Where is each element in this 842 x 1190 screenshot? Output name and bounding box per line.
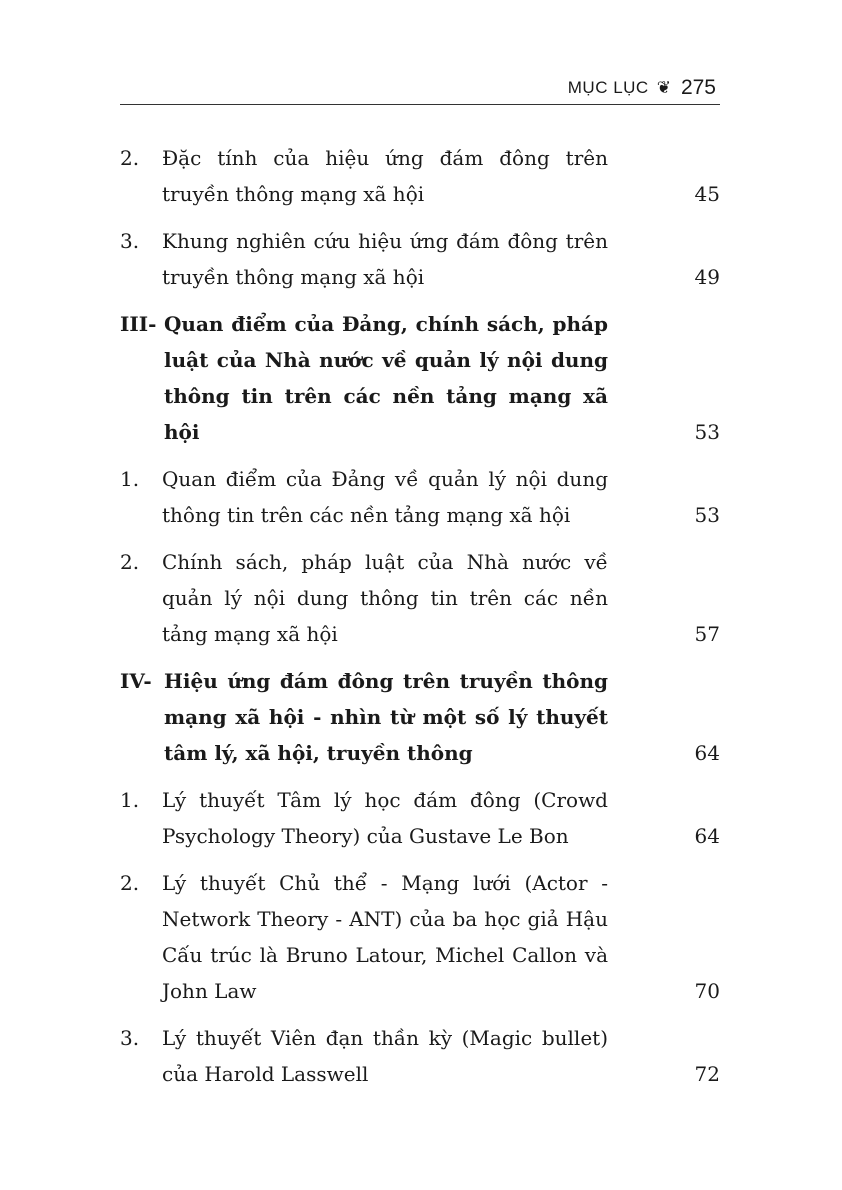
entry-title: Khung nghiên cứu hiệu ứng đám đông trên truyền thông mạng xã hội [162, 229, 608, 289]
entry-page: 53 [694, 503, 720, 527]
toc-section [120, 663, 720, 771]
entry-number: 1. [120, 467, 140, 491]
entry-number: 3. [120, 229, 140, 253]
toc-entry [120, 461, 720, 533]
entry-title: Lý thuyết Viên đạn thần kỳ (Magic bullet) của Harold Lasswell [162, 1026, 608, 1086]
toc-entry [120, 544, 720, 652]
section-title: Quan điểm của Đảng, chính sách, pháp luật của Nhà nước về quản lý nội dung thông tin trên các nền tảng mạng xã hội [164, 312, 608, 444]
section-title: Hiệu ứng đám đông trên truyền thông mạng xã hội - nhìn từ một số lý thuyết tâm lý, xã hội, truyền thông [164, 669, 608, 765]
page-number: 275 [680, 76, 716, 99]
entry-number: 1. [120, 788, 140, 812]
toc-entry [120, 1020, 720, 1092]
entry-title: Lý thuyết Tâm lý học đám đông (Crowd Psychology Theory) của Gustave Le Bon [162, 788, 608, 848]
entry-title: Quan điểm của Đảng về quản lý nội dung thông tin trên các nền tảng mạng xã hội [162, 467, 608, 527]
entry-page: 72 [694, 1062, 720, 1086]
entry-number: 2. [120, 550, 140, 574]
entry-number: 2. [120, 146, 140, 170]
toc-entry [120, 865, 720, 1009]
toc-entry [120, 782, 720, 854]
section-title: MỤC LỤC [567, 78, 649, 97]
toc-section [120, 306, 720, 450]
entry-page: 64 [694, 824, 720, 848]
entry-title: Đặc tính của hiệu ứng đám đông trên truyền thông mạng xã hội [162, 146, 608, 206]
table-of-contents [120, 140, 720, 1103]
toc-entry [120, 223, 720, 295]
entry-page: 49 [694, 265, 720, 289]
entry-page: 53 [694, 420, 720, 444]
running-header [120, 74, 720, 105]
section-number: IV- [120, 669, 152, 693]
entry-number: 2. [120, 871, 140, 895]
entry-page: 70 [694, 979, 720, 1003]
entry-number: 3. [120, 1026, 140, 1050]
entry-title: Lý thuyết Chủ thể - Mạng lưới (Actor - Network Theory - ANT) của ba học giả Hậu Cấu trúc là Bruno Latour, Michel Callon và John Law [162, 871, 608, 1003]
header-right [568, 76, 716, 100]
toc-entry [120, 140, 720, 212]
entry-title: Chính sách, pháp luật của Nhà nước về quản lý nội dung thông tin trên các nền tảng mạng xã hội [162, 550, 608, 646]
entry-page: 45 [694, 182, 720, 206]
section-number: III- [120, 312, 157, 336]
entry-page: 64 [694, 741, 720, 765]
fleuron-icon: ❦ [656, 78, 671, 97]
entry-page: 57 [694, 622, 720, 646]
